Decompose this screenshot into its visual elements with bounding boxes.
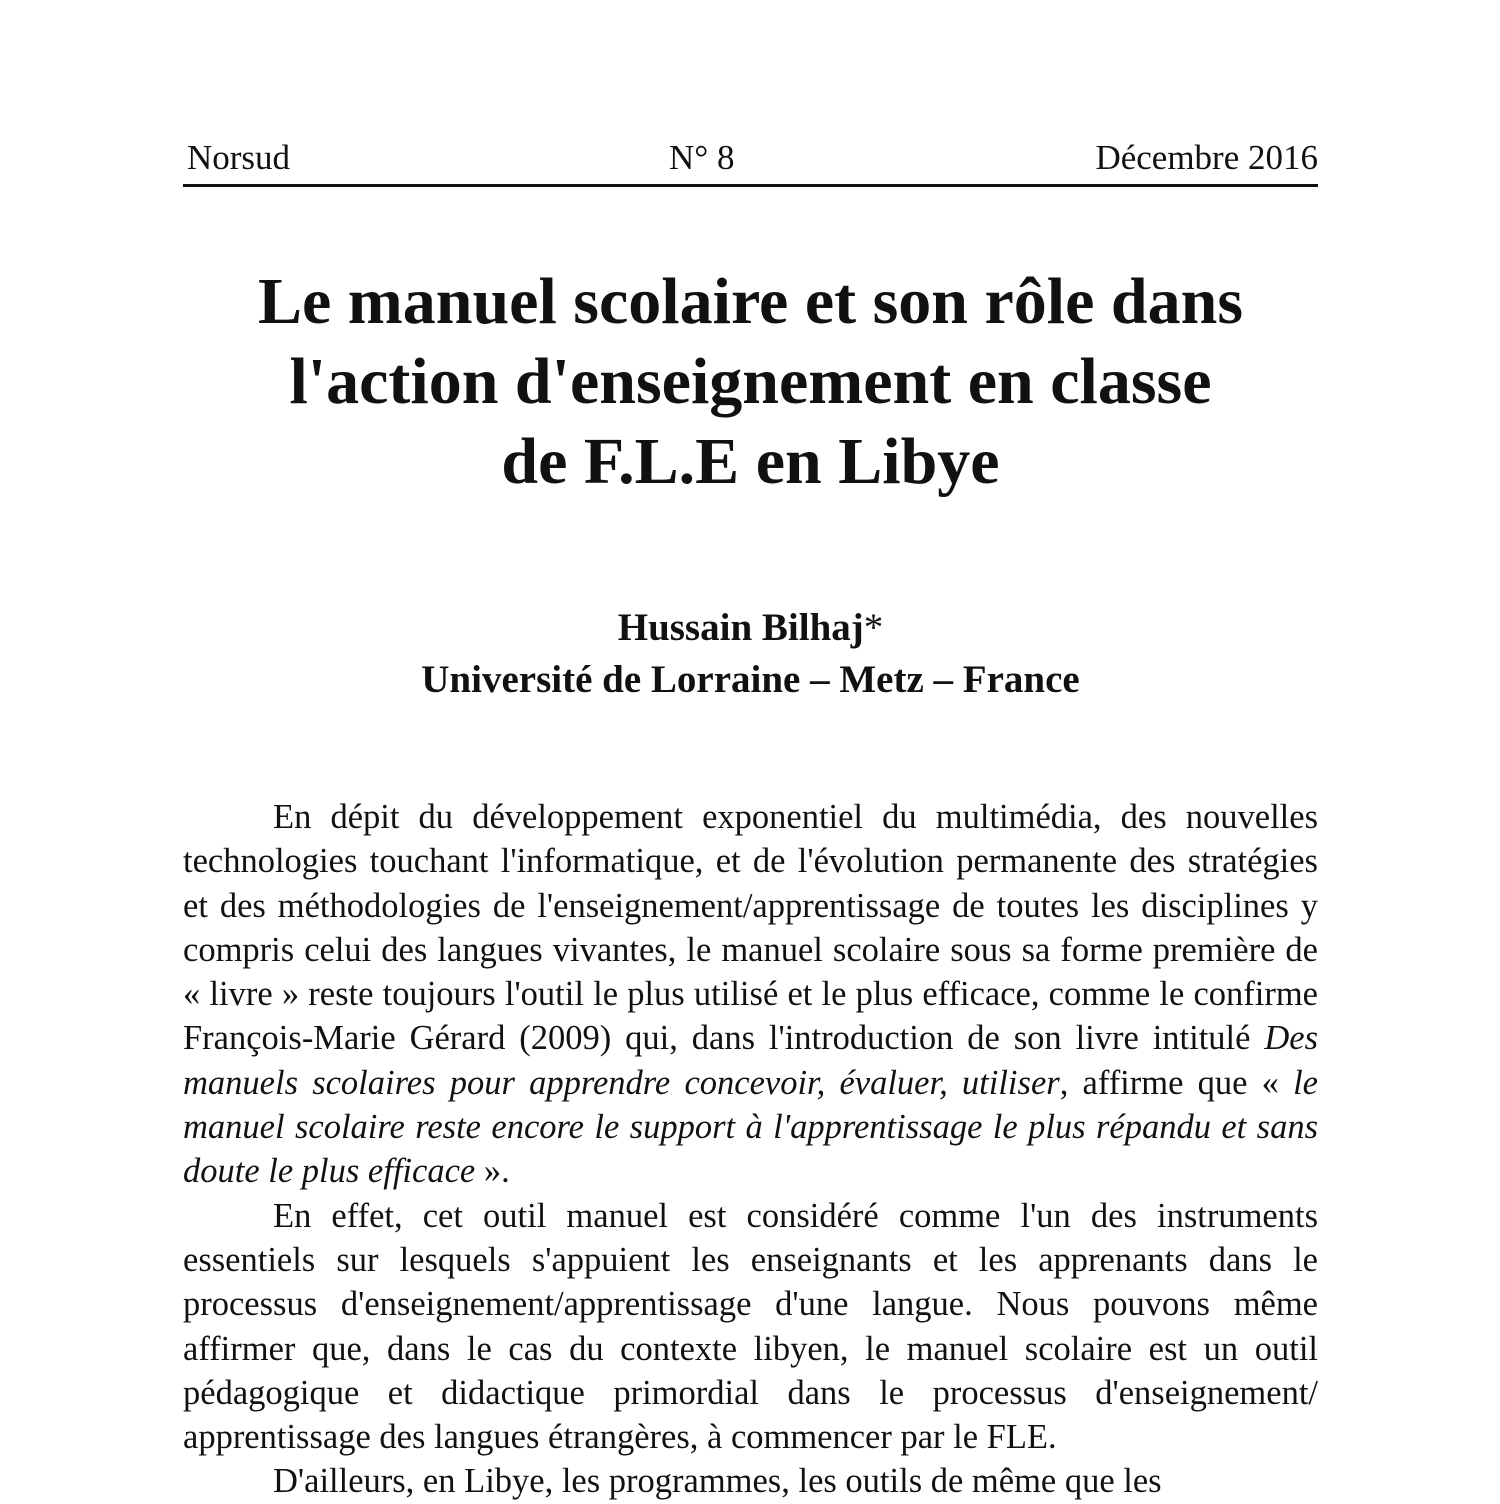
article-title	[183, 262, 1318, 502]
author-affiliation: Université de Lorraine – Metz – France	[421, 658, 1080, 701]
body-paragraph-1	[183, 795, 1318, 1194]
title-line: l'action d'enseignement en classe	[289, 345, 1212, 418]
p1-text-c: ».	[475, 1152, 510, 1191]
running-header	[183, 138, 1318, 178]
body-paragraph-3: D'ailleurs, en Libye, les programmes, les outils de même que les	[273, 1462, 1162, 1501]
author-block	[183, 602, 1318, 706]
p1-text-a: En dépit du développement exponentiel du multimédia, des nouvelles technologies touchant l'informatique, et de l'évolution permanente des stratégies et des méthodologies de l'enseignement/apprentissage de toutes les disciplines y compris celui des langues vivantes, le manuel scolaire sous sa forme première de « livre » reste toujours l'outil le plus utilisé et le plus efficace, comme le confirme François-Marie Gérard (2009) qui, dans l'introduction de son livre intitulé	[183, 798, 1318, 1058]
article-body	[183, 795, 1318, 1504]
title-line: Le manuel scolaire et son rôle dans	[257, 265, 1244, 338]
author-footnote-mark: *	[863, 606, 884, 649]
book-title: Des manuels scolaires pour apprendre concevoir, évaluer, utiliser	[183, 1019, 1318, 1102]
author-name: Hussain Bilhaj	[617, 606, 864, 649]
title-line: de F.L.E en Libye	[501, 425, 1000, 498]
article-page	[183, 0, 1318, 1500]
issue-number: N° 8	[669, 138, 735, 177]
quotation: le manuel scolaire reste encore le support à l'apprentissage le plus répandu et sans doute le plus efficace	[183, 1063, 1318, 1191]
body-paragraph-2: En effet, cet outil manuel est considéré comme l'un des instruments essentiels sur lesquels s'appuient les enseignants et les apprenants dans le processus d'enseignement/apprentissage d'une langue. Nous pouvons même affirmer que, dans le cas du contexte libyen, le manuel scolaire est un outil pédagogique et didactique primordial dans le processus d'enseignement/ apprentissage des langues étrangères, à commencer par le FLE.	[183, 1196, 1318, 1457]
publication-date: Décembre 2016	[1095, 138, 1318, 177]
p1-text-b: , affirme que «	[1059, 1063, 1294, 1102]
journal-name: Norsud	[187, 138, 291, 177]
author-line	[183, 602, 1318, 654]
header-rule	[183, 184, 1318, 187]
